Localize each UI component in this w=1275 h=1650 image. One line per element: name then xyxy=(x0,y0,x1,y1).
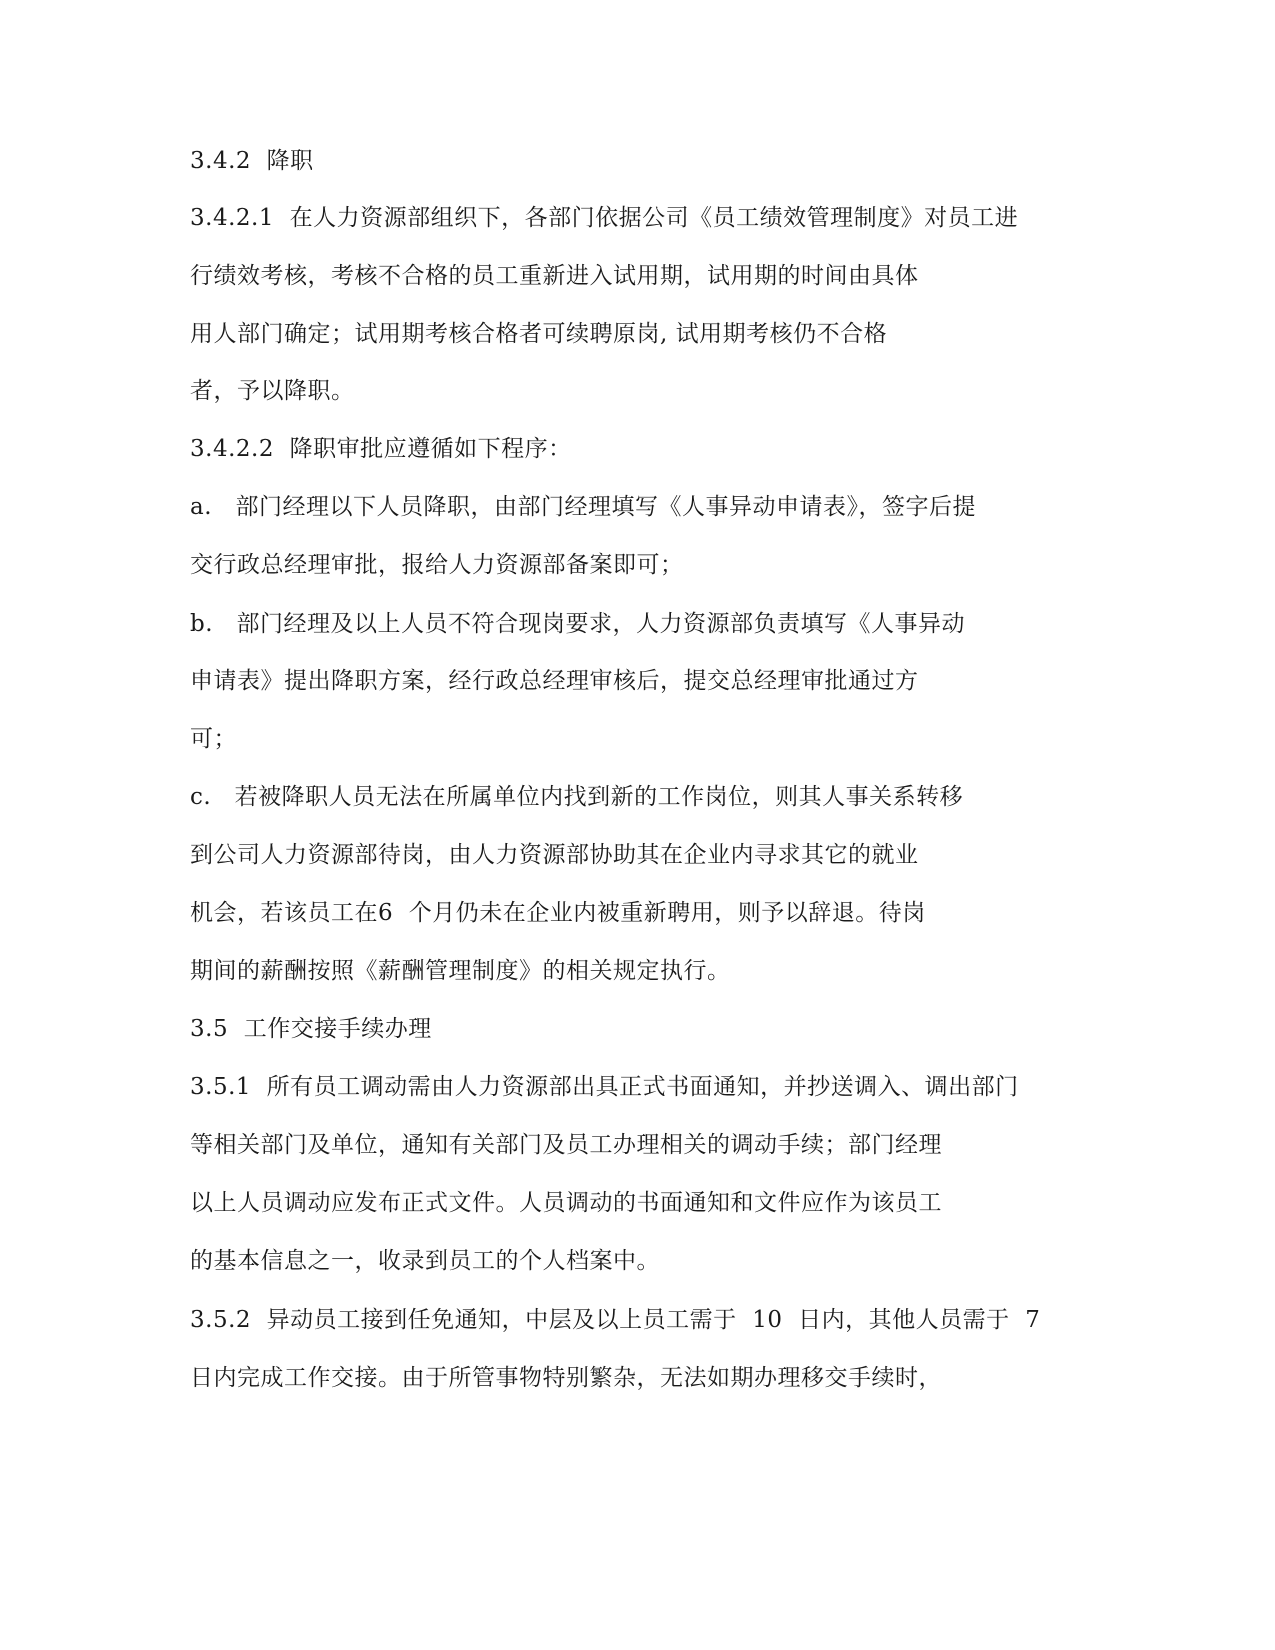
paragraph-line: 3.5.1 所有员工调动需由人力资源部出具正式书面通知，并抄送调入、调出部门 xyxy=(190,1074,1019,1100)
paragraph-line: 申请表》提出降职方案，经行政总经理审核后，提交总经理审批通过方 xyxy=(190,668,919,694)
list-item-c: c. 若被降职人员无法在所属单位内找到新的工作岗位，则其人事关系转移 xyxy=(190,784,964,810)
paragraph-line: 行绩效考核，考核不合格的员工重新进入试用期，试用期的时间由具体 xyxy=(190,263,919,289)
paragraph-line: 3.4.2.1 在人力资源部组织下，各部门依据公司《员工绩效管理制度》对员工进 xyxy=(190,205,1019,231)
paragraph-line: 日内完成工作交接。由于所管事物特别繁杂，无法如期办理移交手续时， xyxy=(190,1365,942,1391)
list-item-b: b. 部门经理及以上人员不符合现岗要求，人力资源部负责填写《人事异动 xyxy=(190,611,965,637)
list-item-a: a. 部门经理以下人员降职，由部门经理填写《人事异动申请表》，签字后提 xyxy=(190,494,976,520)
paragraph-line: 者，予以降职。 xyxy=(190,378,355,404)
paragraph-line: 等相关部门及单位，通知有关部门及员工办理相关的调动手续；部门经理 xyxy=(190,1132,942,1158)
paragraph-line: 的基本信息之一，收录到员工的个人档案中。 xyxy=(190,1248,660,1274)
heading-3-4-2: 3.4.2 降职 xyxy=(190,148,314,174)
paragraph-line: 可； xyxy=(190,726,237,752)
paragraph-line: 到公司人力资源部待岗，由人力资源部协助其在企业内寻求其它的就业 xyxy=(190,842,919,868)
paragraph-line: 交行政总经理审批，报给人力资源部备案即可； xyxy=(190,552,684,578)
paragraph-line: 期间的薪酬按照《薪酬管理制度》的相关规定执行。 xyxy=(190,958,731,984)
paragraph-line: 机会，若该员工在6 个月仍未在企业内被重新聘用，则予以辞退。待岗 xyxy=(190,900,926,926)
paragraph-line: 3.4.2.2 降职审批应遵循如下程序： xyxy=(190,436,572,462)
paragraph-line: 3.5.2 异动员工接到任免通知，中层及以上员工需于 10 日内，其他人员需于 7 xyxy=(190,1307,1041,1333)
heading-3-5: 3.5 工作交接手续办理 xyxy=(190,1016,432,1042)
paragraph-line: 用人部门确定；试用期考核合格者可续聘原岗, 试用期考核仍不合格 xyxy=(190,321,888,347)
paragraph-line: 以上人员调动应发布正式文件。人员调动的书面通知和文件应作为该员工 xyxy=(190,1190,942,1216)
